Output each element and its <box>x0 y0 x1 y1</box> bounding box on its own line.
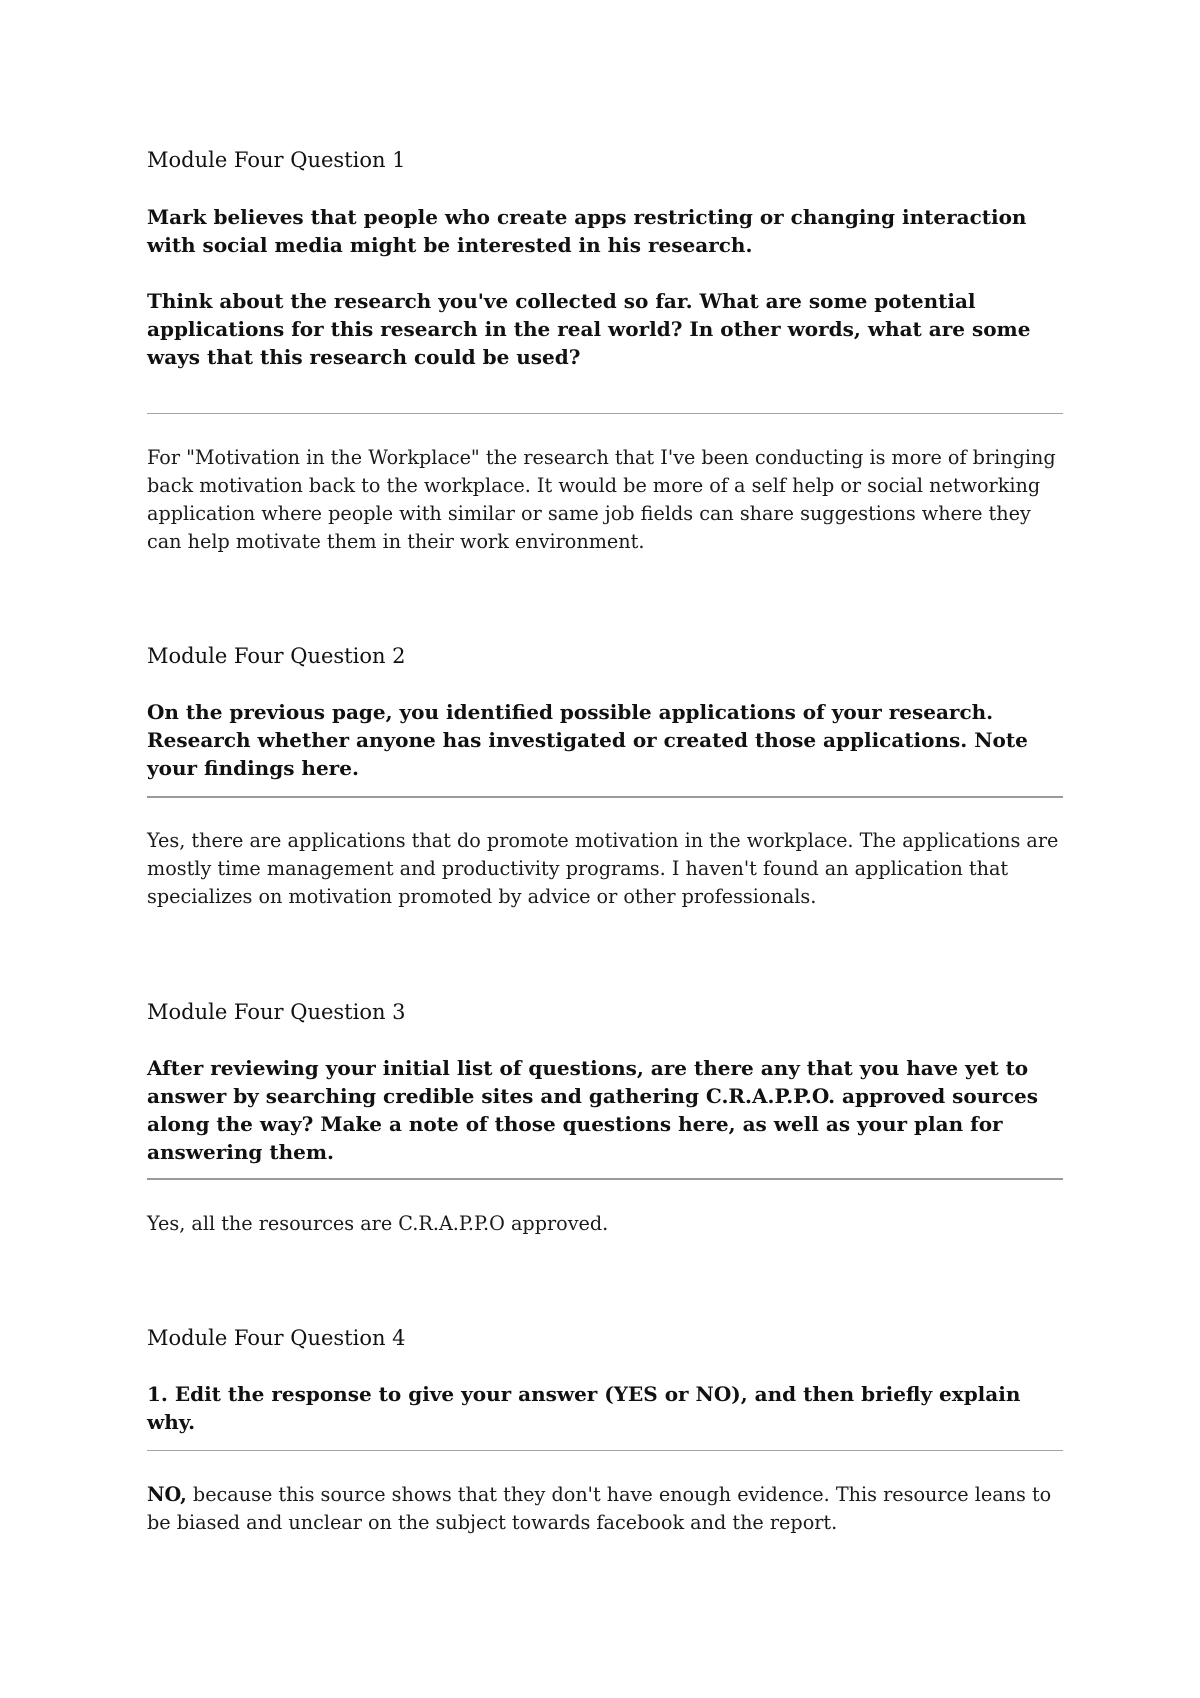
question-1-answer[interactable] <box>147 444 1063 556</box>
response-divider-4 <box>147 1450 1063 1451</box>
response-divider-2 <box>147 796 1063 798</box>
question-3-answer-text: Yes, all the resources are C.R.A.P.P.O approved. <box>147 1212 609 1235</box>
question-4-prompt-paragraph-1: 1. Edit the response to give your answer (YES or NO), and then briefly explain why. <box>147 1382 1021 1434</box>
question-4-prompt <box>147 1380 1063 1436</box>
document-page <box>147 0 1063 1698</box>
question-4-answer-text: because this source shows that they don't have enough evidence. This resource leans to be biased and unclear on the subject towards facebook and the report. <box>147 1483 1052 1534</box>
question-4-answer[interactable] <box>147 1481 1063 1537</box>
question-2-prompt <box>147 698 1063 782</box>
question-3-answer[interactable] <box>147 1210 1063 1238</box>
question-2-prompt-paragraph-1: On the previous page, you identified possible applications of your research. Research whether anyone has investigated or created those applications. Note your findings here. <box>147 700 1028 780</box>
question-3-heading: Module Four Question 3 <box>147 1000 406 1024</box>
question-2-answer-text: Yes, there are applications that do promote motivation in the workplace. The applications are mostly time management and productivity programs. I haven't found an application that specializes on motivation promoted by advice or other professionals. <box>147 829 1059 908</box>
question-1-answer-text: For "Motivation in the Workplace" the research that I've been conducting is more of bringing back motivation back to the workplace. It would be more of a self help or social networking application where people with similar or same job fields can share suggestions where they can help motivate them in their work environment. <box>147 446 1056 553</box>
question-1-prompt-paragraph-2: Think about the research you've collected so far. What are some potential applications for this research in the real world? In other words, what are some ways that this research could be used? <box>147 289 1031 369</box>
question-3-prompt <box>147 1054 1063 1166</box>
response-divider-1 <box>147 413 1063 414</box>
question-2-heading: Module Four Question 2 <box>147 644 406 668</box>
question-1-prompt <box>147 203 1063 371</box>
question-1-heading: Module Four Question 1 <box>147 148 406 172</box>
question-3-prompt-paragraph-1: After reviewing your initial list of questions, are there any that you have yet to answer by searching credible sites and gathering C.R.A.P.P.O. approved sources along the way? Make a note of those questions here, as well as your plan for answering them. <box>147 1056 1038 1164</box>
question-2-answer[interactable] <box>147 827 1063 911</box>
response-divider-3 <box>147 1178 1063 1180</box>
question-1-prompt-paragraph-1: Mark believes that people who create apps restricting or changing interaction with social media might be interested in his research. <box>147 205 1027 257</box>
question-4-answer-lead: NO, <box>147 1483 187 1506</box>
question-4-heading: Module Four Question 4 <box>147 1326 406 1350</box>
